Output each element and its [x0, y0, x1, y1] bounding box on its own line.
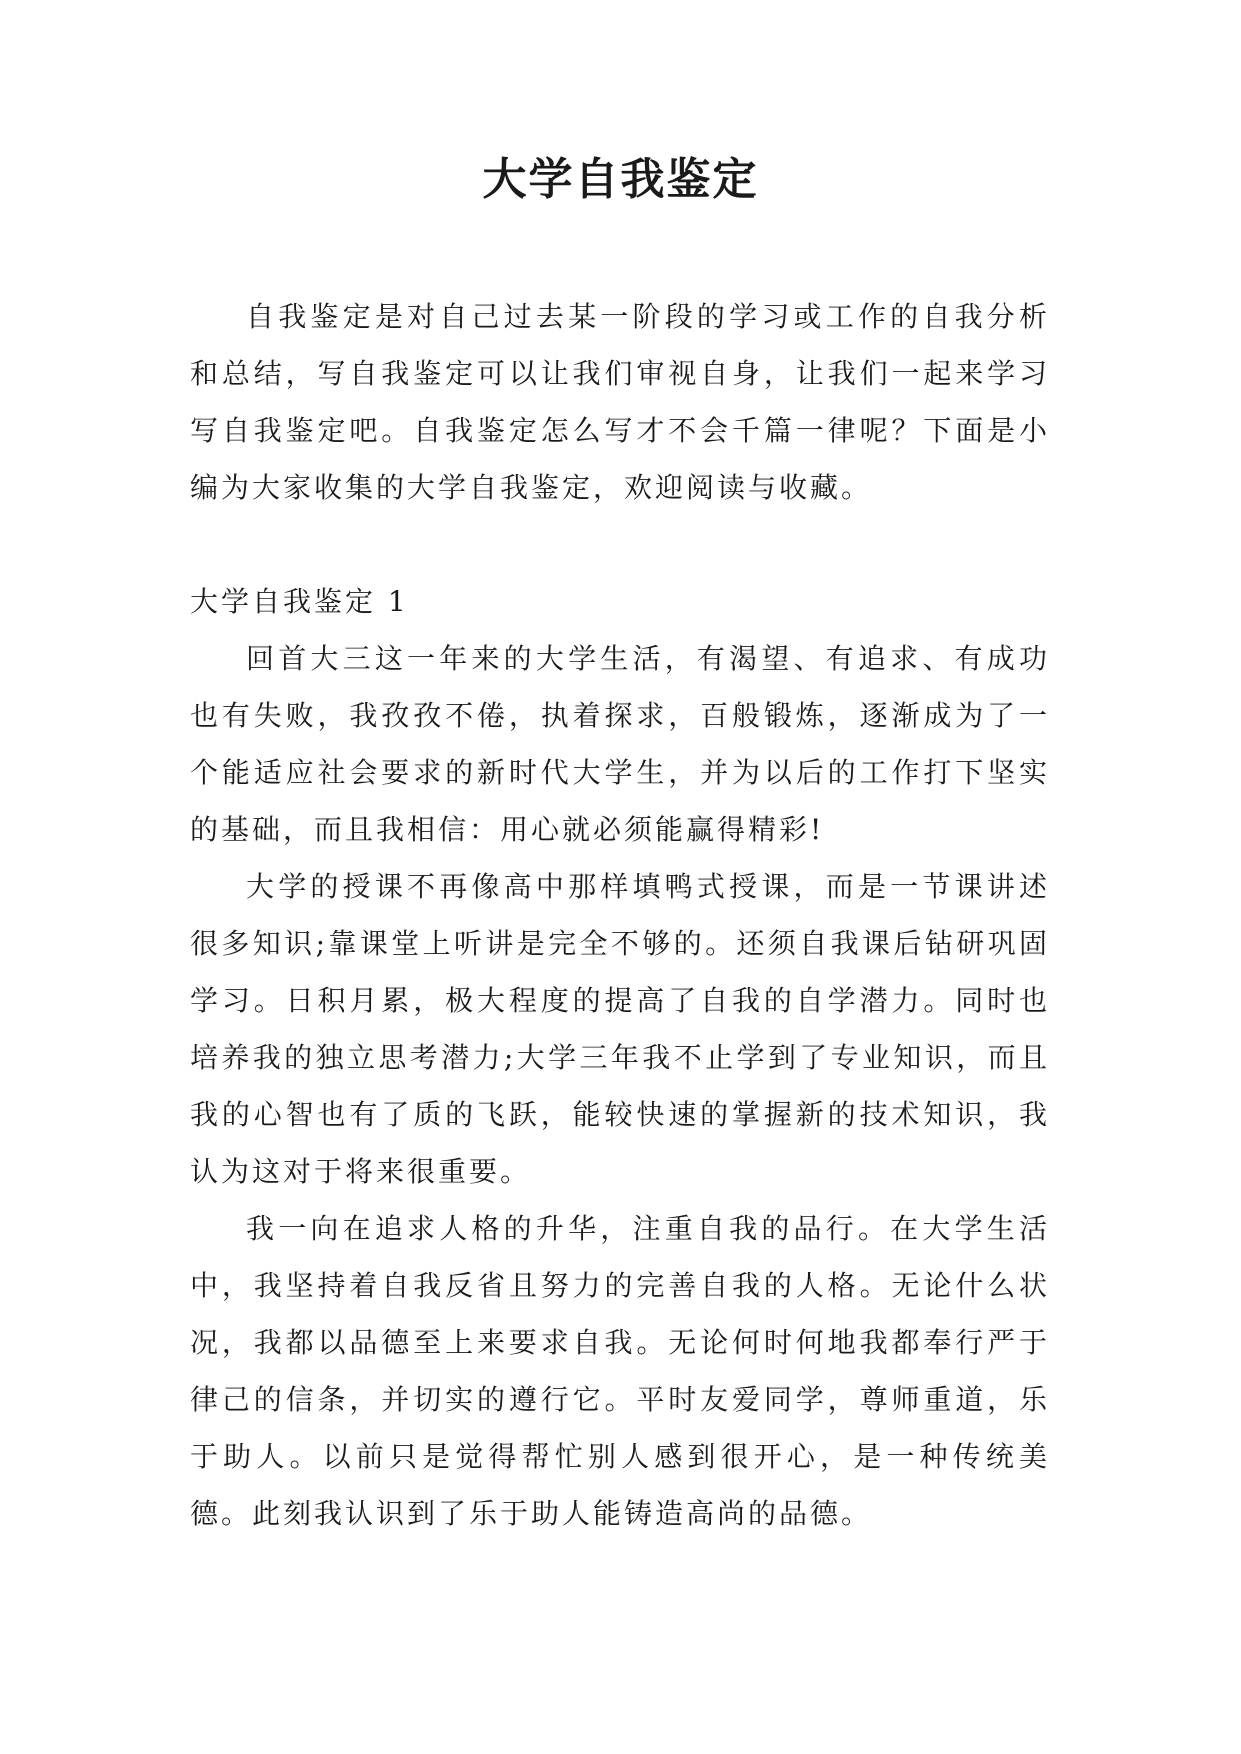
document-body: [190, 288, 1050, 1542]
body-paragraph-3: 我一向在追求人格的升华，注重自我的品行。在大学生活中，我坚持着自我反省且努力的完善自我的人格。无论什么状况，我都以品德至上来要求自我。无论何时何地我都奉行严于律己的信条，并切实的遵行它。平时友爱同学，尊师重道，乐于助人。以前只是觉得帮忙别人感到很开心，是一种传统美德。此刻我认识到了乐于助人能铸造高尚的品德。: [190, 1212, 1050, 1530]
intro-paragraph: 自我鉴定是对自己过去某一阶段的学习或工作的自我分析和总结，写自我鉴定可以让我们审视自身，让我们一起来学习写自我鉴定吧。自我鉴定怎么写才不会千篇一律呢？下面是小编为大家收集的大学自我鉴定，欢迎阅读与收藏。: [190, 300, 1050, 504]
document-title: 大学自我鉴定: [482, 154, 759, 205]
body-paragraph-1: 回首大三这一年来的大学生活，有渴望、有追求、有成功也有失败，我孜孜不倦，执着探求，百般锻炼，逐渐成为了一个能适应社会要求的新时代大学生，并为以后的工作打下坚实的基础，而且我相信：用心就必须能赢得精彩!: [190, 642, 1050, 846]
section-heading: 大学自我鉴定 1: [190, 585, 409, 618]
body-paragraph-2: 大学的授课不再像高中那样填鸭式授课，而是一节课讲述很多知识;靠课堂上听讲是完全不够的。还须自我课后钻研巩固学习。日积月累，极大程度的提高了自我的自学潜力。同时也培养我的独立思考潜力;大学三年我不止学到了专业知识，而且我的心智也有了质的飞跃，能较快速的掌握新的技术知识，我认为这对于将来很重要。: [190, 870, 1050, 1188]
